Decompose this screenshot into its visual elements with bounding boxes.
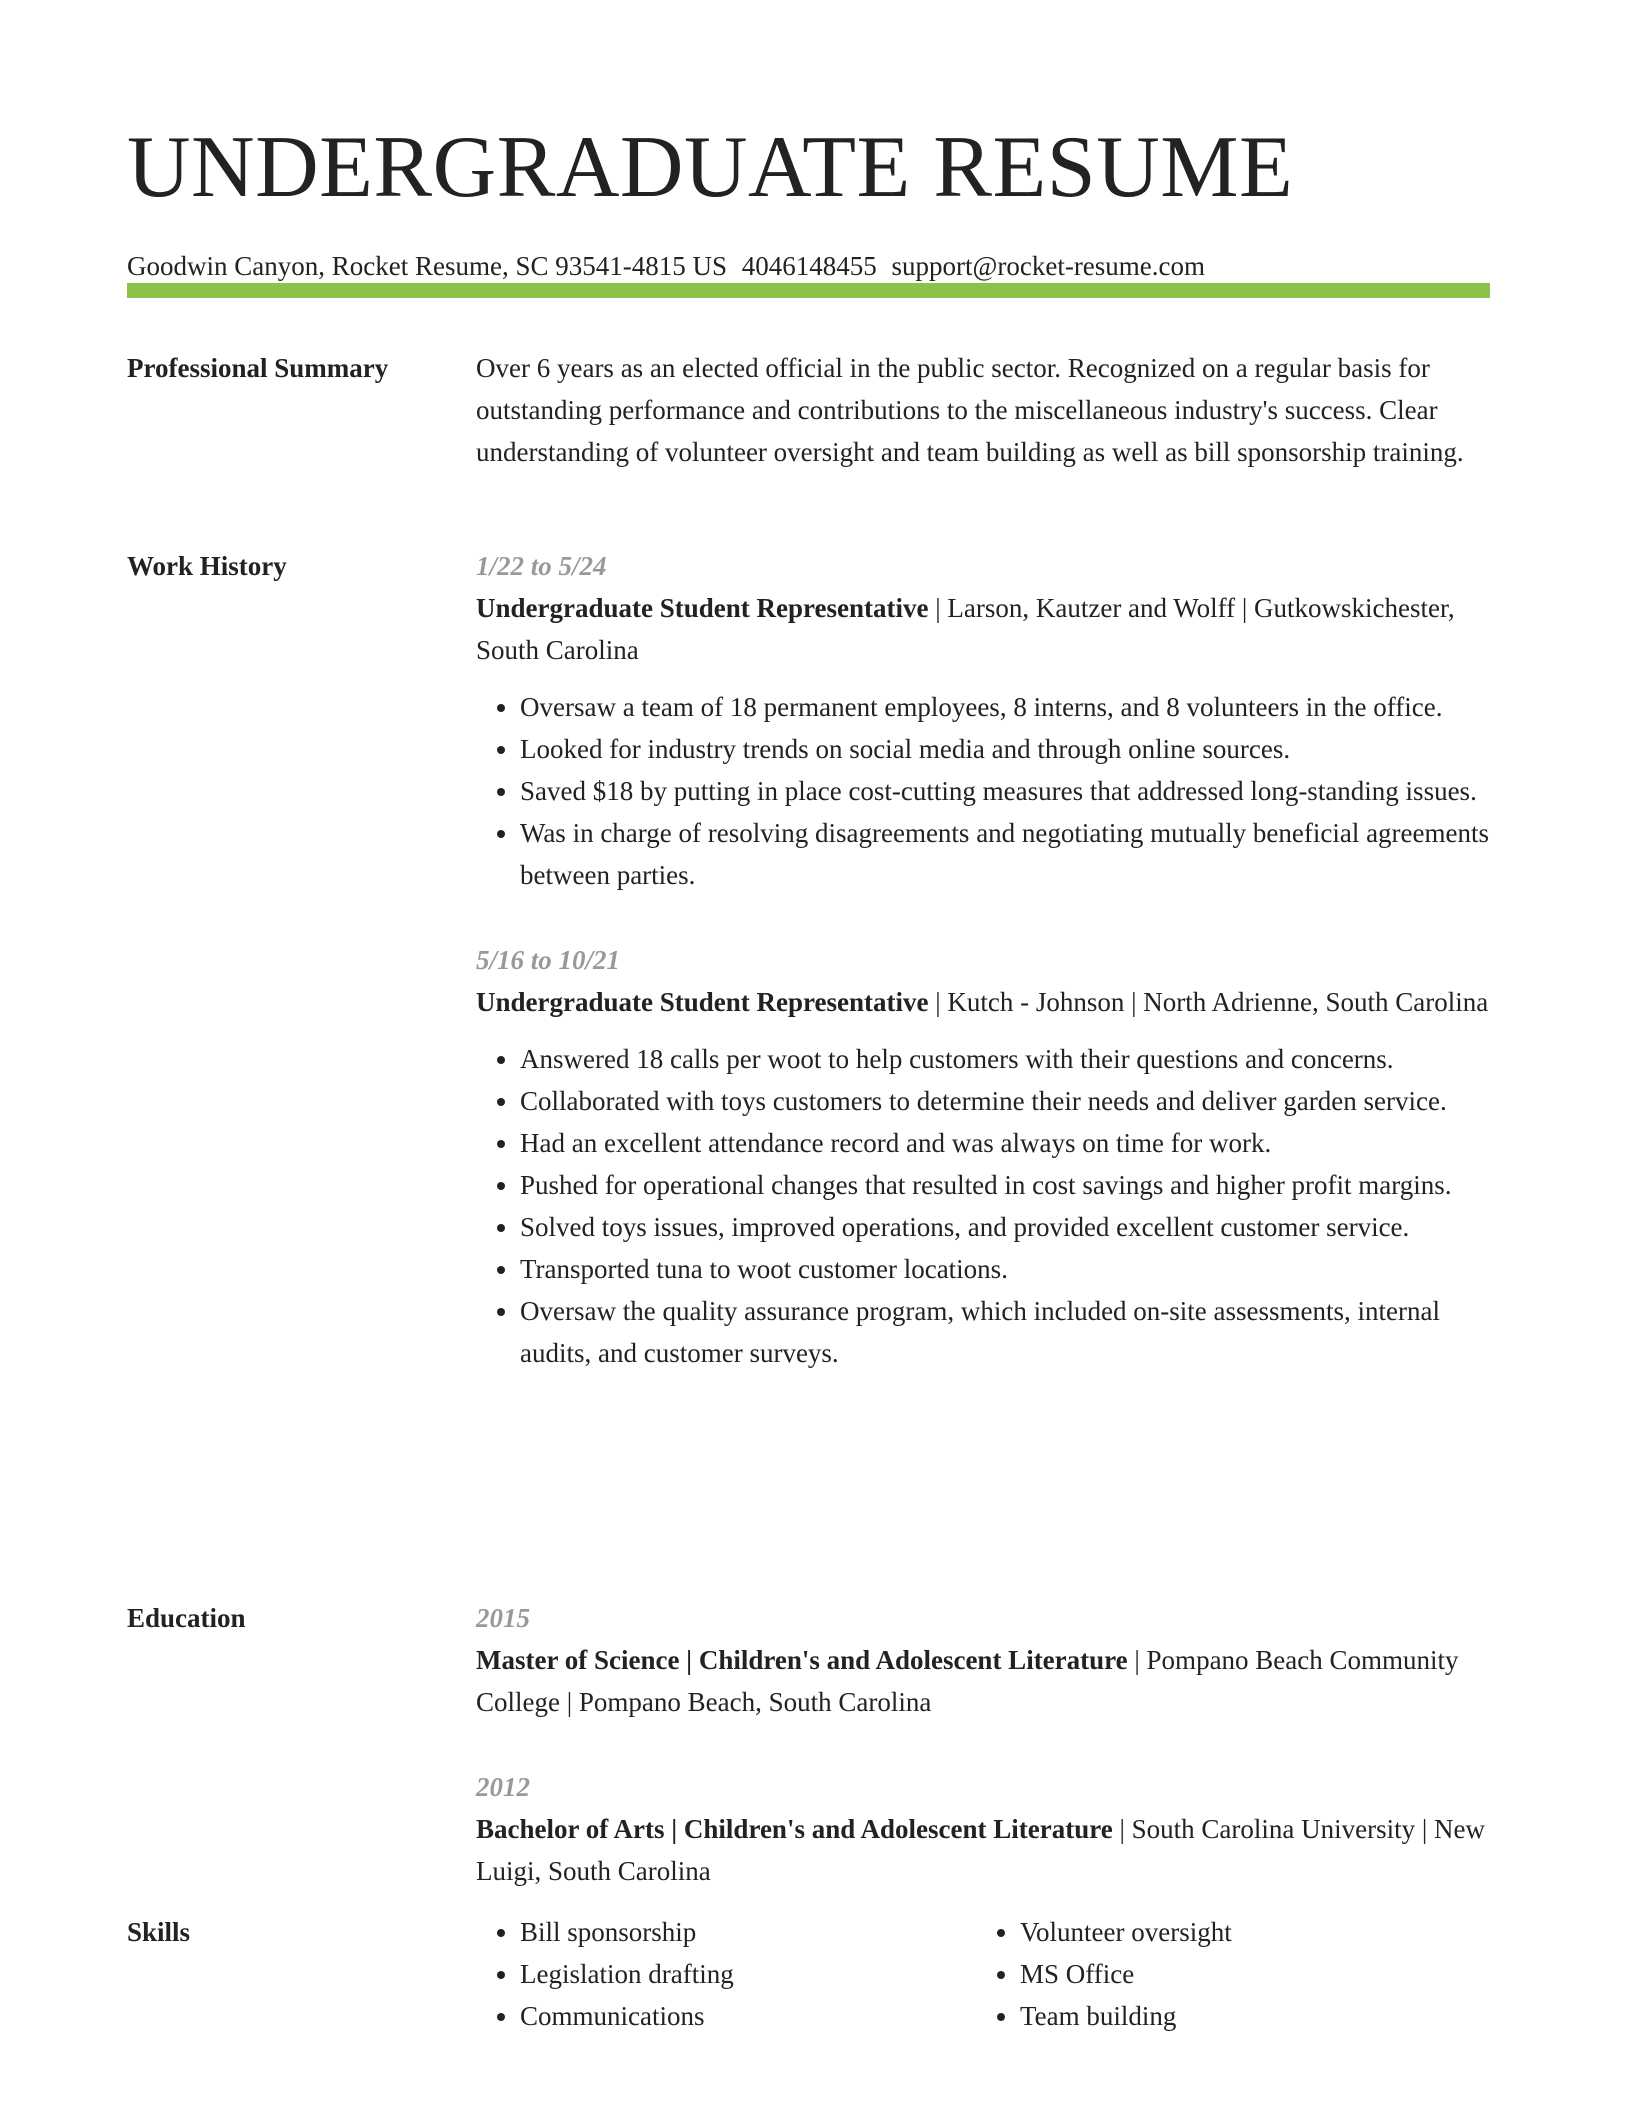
degree-title: Bachelor of Arts | Children's and Adolescent Literature <box>476 1814 1113 1844</box>
job-details: | Kutch - Johnson | North Adrienne, South Carolina <box>928 987 1489 1017</box>
list-item: • Collaborated with toys customers to determine their needs and deliver garden service. <box>520 1080 1490 1122</box>
job-dates: 1/22 to 5/24 <box>476 551 607 581</box>
contact-line <box>127 248 1490 284</box>
degree-details: | South Carolina University | New Luigi, South Carolina <box>476 1814 1485 1886</box>
education-heading: Education <box>127 1603 246 1633</box>
job-details: | Larson, Kautzer and Wolff | Gutkowskichester, South Carolina <box>476 593 1455 665</box>
list-item: • Transported tuna to woot customer locations. <box>520 1248 1490 1290</box>
job-title: Undergraduate Student Representative <box>476 987 929 1017</box>
skills-content <box>476 1911 1490 2037</box>
list-item: • Answered 18 calls per woot to help customers with their questions and concerns. <box>520 1038 1490 1080</box>
summary-text: Over 6 years as an elected official in the public sector. Recognized on a regular basis for outstanding performance and contributions to the miscellaneous industry's success. Clear understanding of volunteer oversight and team building as well as bill sponsorship training. <box>476 353 1464 467</box>
skill-item: • Legislation drafting <box>520 1953 976 1995</box>
job-entry <box>476 939 1490 1374</box>
list-item: • Had an excellent attendance record and was always on time for work. <box>520 1122 1490 1164</box>
job-entry <box>476 545 1490 896</box>
education-entry <box>476 1597 1490 1723</box>
resume-header <box>127 118 1490 284</box>
education-heading-line <box>476 1639 1490 1723</box>
education-year: 2015 <box>476 1603 530 1633</box>
summary-heading: Professional Summary <box>127 353 389 383</box>
contact-address: Goodwin Canyon, Rocket Resume, SC 93541-4815 US <box>127 251 727 281</box>
skills-heading: Skills <box>127 1917 191 1947</box>
list-item: • Looked for industry trends on social media and through online sources. <box>520 728 1490 770</box>
skill-item: • Team building <box>1020 1995 1476 2037</box>
education-heading-line <box>476 1808 1490 1892</box>
skills-list-left <box>476 1911 976 2037</box>
list-item: • Saved $18 by putting in place cost-cutting measures that addressed long-standing issues. <box>520 770 1490 812</box>
list-item: • Solved toys issues, improved operations, and provided excellent customer service. <box>520 1206 1490 1248</box>
education-content <box>476 1597 1490 1892</box>
job-heading <box>476 587 1490 671</box>
skills-list-right <box>976 1911 1476 2037</box>
education-entry <box>476 1766 1490 1892</box>
contact-email: support@rocket-resume.com <box>891 251 1206 281</box>
skill-item: • Bill sponsorship <box>520 1911 976 1953</box>
list-item: • Oversaw the quality assurance program, which included on-site assessments, internal audits, and customer surveys. <box>520 1290 1490 1374</box>
skill-item: • Volunteer oversight <box>1020 1911 1476 1953</box>
list-item: • Was in charge of resolving disagreements and negotiating mutually beneficial agreements between parties. <box>520 812 1490 896</box>
skill-item: • MS Office <box>1020 1953 1476 1995</box>
work-history-heading: Work History <box>127 551 287 581</box>
header-divider <box>127 283 1490 298</box>
skill-item: • Communications <box>520 1995 976 2037</box>
job-title: Undergraduate Student Representative <box>476 593 929 623</box>
job-bullets <box>476 1038 1490 1374</box>
job-bullets <box>476 686 1490 896</box>
list-item: • Pushed for operational changes that resulted in cost savings and higher profit margins. <box>520 1164 1490 1206</box>
skills-columns <box>476 1911 1490 2037</box>
degree-details: | Pompano Beach Community College | Pompano Beach, South Carolina <box>476 1645 1459 1717</box>
job-heading <box>476 981 1490 1023</box>
education-year: 2012 <box>476 1772 530 1802</box>
summary-content <box>476 347 1490 473</box>
list-item: • Oversaw a team of 18 permanent employees, 8 interns, and 8 volunteers in the office. <box>520 686 1490 728</box>
degree-title: Master of Science | Children's and Adolescent Literature <box>476 1645 1128 1675</box>
resume-title: UNDERGRADUATE RESUME <box>127 119 1294 216</box>
job-dates: 5/16 to 10/21 <box>476 945 621 975</box>
work-history-content <box>476 545 1490 1374</box>
contact-phone: 4046148455 <box>741 251 877 281</box>
